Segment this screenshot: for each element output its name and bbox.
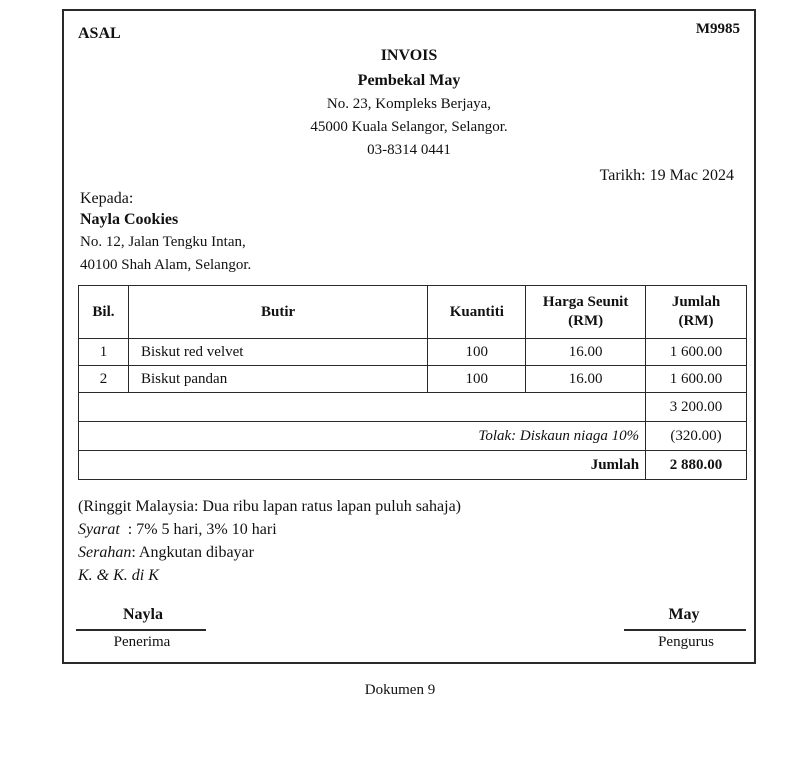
invoice-document [62, 9, 756, 664]
header-qty: Kuantiti [428, 286, 526, 339]
discount-row [79, 422, 747, 451]
amount-in-words: (Ringgit Malaysia: Dua ribu lapan ratus lapan puluh sahaja) [78, 498, 462, 515]
row-unit-price: 16.00 [526, 339, 646, 366]
row-total: 1 600.00 [646, 366, 747, 393]
header-total: Jumlah (RM) [646, 286, 747, 339]
supplier-address-line2: 45000 Kuala Selangor, Selangor. [310, 119, 508, 135]
document-caption: Dokumen 9 [364, 682, 436, 698]
table-header-row [79, 286, 747, 339]
header-no: Bil. [79, 286, 129, 339]
invoice-date: Tarikh: 19 Mac 2024 [599, 167, 734, 184]
grand-total-row [79, 451, 747, 480]
terms: Syarat : 7% 5 hari, 3% 10 hari [78, 521, 277, 538]
row-item: Biskut pandan [128, 366, 427, 393]
recipient-label: Kepada: [80, 190, 134, 207]
receiver-role: Penerima [113, 634, 171, 650]
receiver-signature-line [76, 629, 206, 631]
manager-name: May [668, 606, 700, 623]
row-total: 1 600.00 [646, 339, 747, 366]
grand-total-label: Jumlah [79, 451, 646, 480]
row-unit-price: 16.00 [526, 366, 646, 393]
manager-signature-line [624, 629, 746, 631]
row-qty: 100 [428, 366, 526, 393]
discount-value: (320.00) [646, 422, 747, 451]
receiver-name: Nayla [123, 606, 163, 623]
row-qty: 100 [428, 339, 526, 366]
table-row [79, 366, 747, 393]
row-no: 1 [79, 339, 129, 366]
supplier-address-line1: No. 23, Kompleks Berjaya, [326, 96, 492, 112]
discount-label: Tolak: Diskaun niaga 10% [79, 422, 646, 451]
subtotal-value: 3 200.00 [646, 393, 747, 422]
recipient-address-line2: 40100 Shah Alam, Selangor. [80, 257, 252, 273]
invoice-items-table [78, 285, 747, 480]
invoice-title: INVOIS [380, 47, 438, 64]
subtotal-row [79, 393, 747, 422]
document-number: M9985 [695, 21, 740, 37]
note: K. & K. di K [78, 567, 159, 584]
manager-role: Pengurus [658, 634, 714, 650]
copy-label: ASAL [78, 25, 121, 42]
table-row [79, 339, 747, 366]
delivery: Serahan: Angkutan dibayar [78, 544, 254, 561]
supplier-phone: 03-8314 0441 [367, 142, 451, 158]
supplier-name: Pembekal May [357, 72, 461, 89]
row-item: Biskut red velvet [128, 339, 427, 366]
row-no: 2 [79, 366, 129, 393]
recipient-name: Nayla Cookies [80, 211, 179, 228]
header-unit-price: Harga Seunit (RM) [526, 286, 646, 339]
header-item: Butir [128, 286, 427, 339]
recipient-address-line1: No. 12, Jalan Tengku Intan, [80, 234, 246, 250]
grand-total-value: 2 880.00 [646, 451, 747, 480]
